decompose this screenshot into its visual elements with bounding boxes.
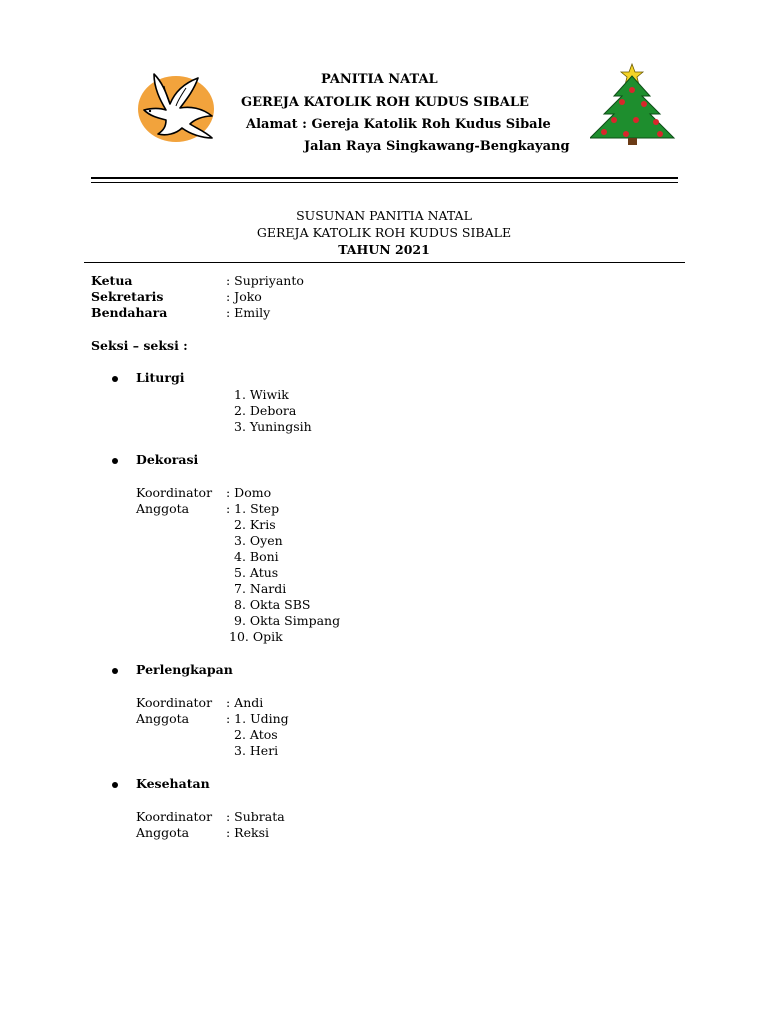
coord-label: Koordinator xyxy=(136,695,213,710)
list-item: : Reksi xyxy=(226,825,269,840)
officer-role-sekretaris: Sekretaris xyxy=(91,289,164,304)
coord-label: Koordinator xyxy=(136,809,213,824)
bullet-icon xyxy=(112,668,118,674)
coord-label: Koordinator xyxy=(136,485,213,500)
bullet-icon xyxy=(112,376,118,382)
list-item: 1. Wiwik xyxy=(234,387,289,402)
list-item: 4. Boni xyxy=(234,549,279,564)
header-rule-thin xyxy=(91,182,678,183)
officer-role-bendahara: Bendahara xyxy=(91,305,168,320)
members-label: Anggota xyxy=(136,501,190,516)
doc-title-3: TAHUN 2021 xyxy=(338,242,430,257)
section-title-kesehatan: Kesehatan xyxy=(136,776,210,791)
dove-icon xyxy=(136,64,224,144)
list-item: : 1. Step xyxy=(226,501,280,516)
members-label: Anggota xyxy=(136,711,190,726)
coord-value: : Domo xyxy=(226,485,272,500)
list-item: : 1. Uding xyxy=(226,711,289,726)
officer-role-ketua: Ketua xyxy=(91,273,133,288)
list-item: 3. Yuningsih xyxy=(234,419,312,434)
section-title-perlengkapan: Perlengkapan xyxy=(136,662,233,677)
list-item: 2. Debora xyxy=(234,403,297,418)
list-item: 3. Oyen xyxy=(234,533,283,548)
header-rule-thick xyxy=(91,177,678,179)
letterhead-line-1: PANITIA NATAL xyxy=(321,72,438,87)
bullet-icon xyxy=(112,458,118,464)
list-item: 2. Kris xyxy=(234,517,276,532)
letterhead-address: Alamat : Gereja Katolik Roh Kudus Sibale xyxy=(246,117,551,132)
doc-title-2: GEREJA KATOLIK ROH KUDUS SIBALE xyxy=(256,225,512,240)
list-item: 9. Okta Simpang xyxy=(234,613,341,628)
list-item: 3. Heri xyxy=(234,743,279,758)
list-item: 5. Atus xyxy=(234,565,279,580)
bullet-icon xyxy=(112,782,118,788)
coord-value: : Andi xyxy=(226,695,264,710)
officer-name-ketua: : Supriyanto xyxy=(226,273,304,288)
members-label: Anggota xyxy=(136,825,190,840)
list-item: 8. Okta SBS xyxy=(234,597,311,612)
section-title-dekorasi: Dekorasi xyxy=(136,452,199,467)
list-item: 7. Nardi xyxy=(234,581,287,596)
letterhead-line-2: GEREJA KATOLIK ROH KUDUS SIBALE xyxy=(241,95,529,110)
letterhead-street: Jalan Raya Singkawang-Bengkayang xyxy=(304,139,570,154)
list-item: 2. Atos xyxy=(234,727,278,742)
title-rule xyxy=(84,262,685,263)
officer-name-sekretaris: : Joko xyxy=(226,289,262,304)
doc-title-1: SUSUNAN PANITIA NATAL xyxy=(296,208,472,223)
christmas-tree-icon xyxy=(590,62,682,146)
sections-heading: Seksi – seksi : xyxy=(91,338,188,353)
coord-value: : Subrata xyxy=(226,809,285,824)
section-title-liturgi: Liturgi xyxy=(136,370,185,385)
officer-name-bendahara: : Emily xyxy=(226,305,271,320)
list-item: 10. Opik xyxy=(229,629,283,644)
